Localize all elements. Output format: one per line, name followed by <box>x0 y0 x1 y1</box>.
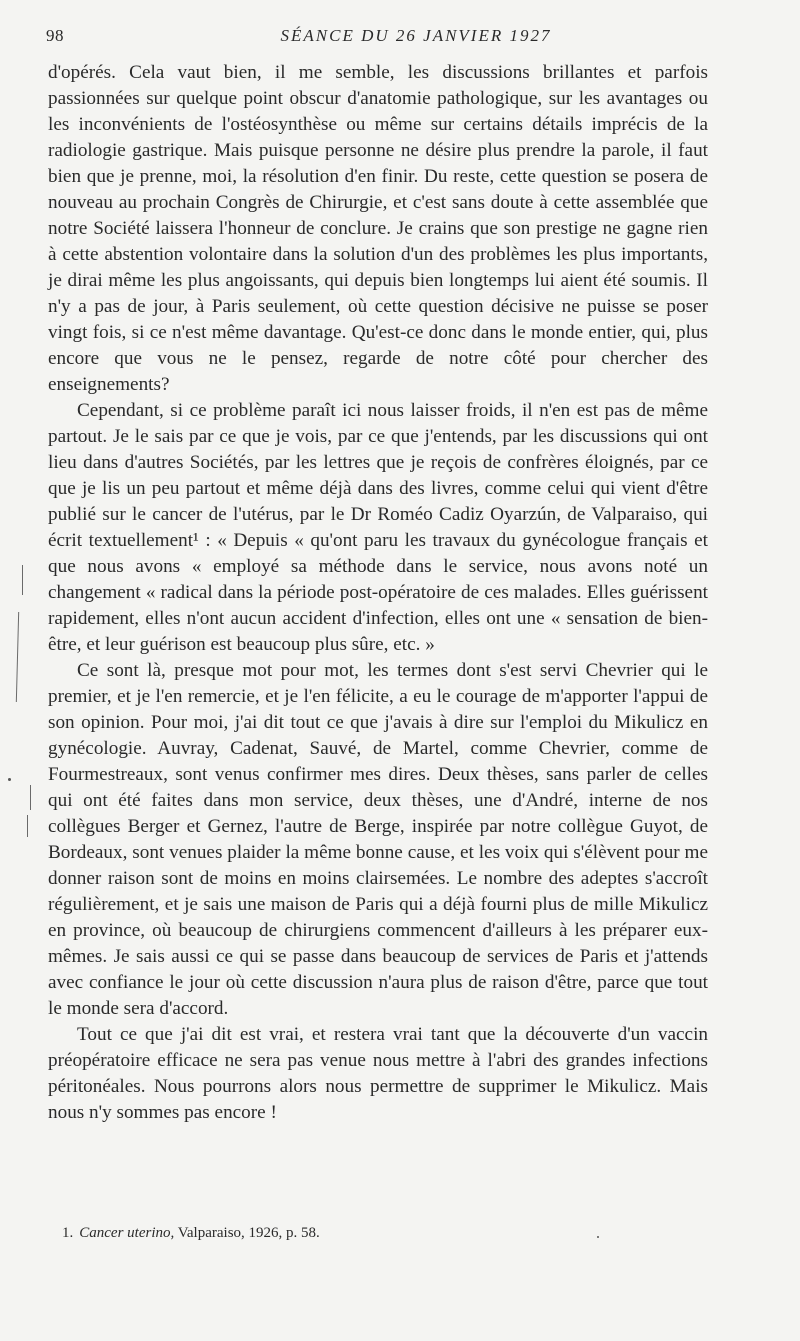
margin-pencil-mark <box>27 815 28 837</box>
page-header <box>46 26 726 54</box>
footnote-reference: Valparaiso, 1926, p. 58. <box>174 1225 320 1241</box>
running-head: SÉANCE DU 26 JANVIER 1927 <box>280 26 552 45</box>
footnote <box>62 1223 702 1243</box>
margin-dot <box>8 778 11 781</box>
footnote-title: Cancer uterino, <box>79 1225 175 1241</box>
paragraph-2: Cependant, si ce problème paraît ici nous laisser froids, il n'en est pas de même partout. Je le sais par ce que je vois, par ce que j'entends, par les discussions qui ont lieu dans d'autres Sociétés, par les lettres que je reçois de confrères éloignés, par ce que je lis un peu partout et même déjà dans des livres, comme celui qui vient d'être publié sur le cancer de l'utérus, par le Dr Roméo Cadiz Oyarzún, de Valparaiso, qui écrit textuellement¹ : « Depuis « qu'ont paru les travaux du gynécologue français et que nous avons « employé sa méthode dans le service, nous avons noté un changement « radical dans la période post-opératoire de ces malades. Elles guérissent rapidement, elles n'ont aucun accident d'infection, elles ont une « sensation de bien-être, et leur guérison est beaucoup plus sûre, etc. » <box>48 400 708 655</box>
margin-dot <box>597 1236 599 1238</box>
paragraph-4: Tout ce que j'ai dit est vrai, et restera vrai tant que la découverte d'un vaccin préopératoire efficace ne sera pas venue nous mettre à l'abri des grandes infections péritonéales. Nous pourrons alors nous permettre de supprimer le Mikulicz. Mais nous n'y sommes pas encore ! <box>48 1024 708 1123</box>
body-text <box>48 60 708 1126</box>
margin-pencil-mark <box>30 785 31 810</box>
margin-pencil-mark <box>22 565 23 595</box>
margin-pencil-mark <box>16 612 20 702</box>
footnote-number: 1. <box>62 1225 74 1241</box>
page-number: 98 <box>46 26 64 45</box>
paragraph-1: d'opérés. Cela vaut bien, il me semble, les discussions brillantes et parfois passionnées sur quelque point obscur d'anatomie pathologique, sur les avantages ou les inconvénients de l'ostéosynthèse ou même sur certains détails imprécis de la radiologie gastrique. Mais puisque personne ne désire plus prendre la parole, il faut bien que je prenne, moi, la résolution d'en finir. Du reste, cette question se posera de nouveau au prochain Congrès de Chirurgie, et c'est sans doute à cette assemblée que notre Société laissera l'honneur de conclure. Je crains que son prestige ne gagne rien à cette abstention volontaire dans la solution d'un des problèmes les plus importants, je dirai même les plus angoissants, qui depuis bien longtemps lui aient été soumis. Il n'y a pas de jour, à Paris seulement, où cette question décisive ne puisse se poser vingt fois, si ce n'est même davantage. Qu'est-ce donc dans le monde entier, qui, plus encore que vous ne le pensez, regarde de notre côté pour chercher des enseignements? <box>48 62 708 395</box>
paragraph-3: Ce sont là, presque mot pour mot, les termes dont s'est servi Chevrier qui le premier, et je l'en remercie, et je l'en félicite, a eu le courage de m'apporter l'appui de son opinion. Pour moi, j'ai dit tout ce que j'avais à dire sur l'emploi du Mikulicz en gynécologie. Auvray, Cadenat, Sauvé, de Martel, comme Chevrier, comme de Fourmestreaux, sont venus confirmer mes dires. Deux thèses, sans parler de celles qui ont été faites dans mon service, deux thèses, une d'André, interne de nos collègues Berger et Gernez, l'autre de Berge, inspirée par notre collègue Guyot, de Bordeaux, sont venues plaider la même bonne cause, et les voix qui s'élèvent pour me donner raison sont de moins en moins clairsemées. Le nombre des adeptes s'accroît régulièrement, et je sais une maison de Paris qui a déjà fourni plus de mille Mikulicz en province, où beaucoup de chirurgiens commencent d'ailleurs à les préparer eux-mêmes. Je sais aussi ce qui se passe dans beaucoup de services de Paris et j'attends avec confiance le jour où cette discussion n'aura plus de raison d'être, parce que tout le monde sera d'accord. <box>48 660 708 1019</box>
